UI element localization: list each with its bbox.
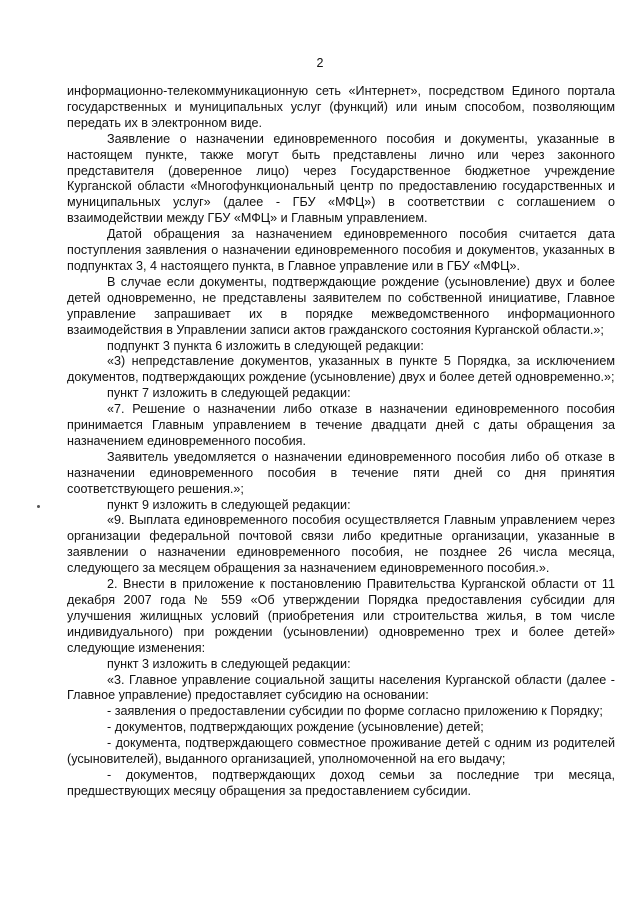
paragraph: «7. Решение о назначении либо отказе в назначении единовременного пособия принимается Главным управлением в течение двадцати дней с даты обращения за назначением единовременного пособия. <box>67 402 615 448</box>
page-number: 2 <box>316 56 324 70</box>
paragraph: пункт 7 изложить в следующей редакции: <box>107 386 351 401</box>
paragraph: Заявление о назначении единовременного пособия и документы, указанные в настоящем пункте, также могут быть представлены лично или через законного представителя (доверенное лицо) через Государственное бюджетное учреждение Курганской области «Многофункциональный центр по предоставлению государственных и муниципальных услуг» (далее - ГБУ «МФЦ») в соответствии с соглашением о взаимодействии между ГБУ «МФЦ» и Главным управлением. <box>67 131 615 226</box>
paragraph: «3. Главное управление социальной защиты населения Курганской области (далее - Главное управление) предоставляет субсидию на основании: <box>67 672 615 703</box>
paragraph: Заявитель уведомляется о назначении единовременного пособия либо об отказе в назначении единовременного пособия в течение пяти дней со дня принятия соответствующего решения.»; <box>67 449 615 496</box>
paragraph: подпункт 3 пункта 6 изложить в следующей редакции: <box>107 338 424 353</box>
paragraph: пункт 9 изложить в следующей редакции: <box>107 497 351 512</box>
paragraph: пункт 3 изложить в следующей редакции: <box>107 656 351 671</box>
paragraph: Датой обращения за назначением единовременного пособия считается дата поступления заявления о назначении единовременного пособия и документов, указанных в подпунктах 3, 4 настоящего пункта, в Главное управление или в ГБУ «МФЦ». <box>67 227 615 273</box>
paragraph: «3) непредставление документов, указанных в пункте 5 Порядка, за исключением документов, подтверждающих рождение (усыновление) двух и более детей одновременно.»; <box>67 354 615 385</box>
paragraph: В случае если документы, подтверждающие рождение (усыновление) двух и более детей одновременно, не представлены заявителем по собственной инициативе, Главное управление запрашивает их в порядке межведомственного информационного взаимодействия в Управлении записи актов гражданского состояния Курганской области.»; <box>67 274 615 337</box>
paragraph: «9. Выплата единовременного пособия осуществляется Главным управлением через организации федеральной почтовой связи либо кредитные организации, указанные в заявлении о назначении единовременного пособия, не позднее 26 числа месяца, следующего за месяцем обращения за назначением единовременного пособия.». <box>67 513 615 576</box>
document-body <box>67 84 615 800</box>
paragraph: информационно-телекоммуникационную сеть «Интернет», посредством Единого портала государственных и муниципальных услуг (функций) или иным способом, позволяющим передать их в электронном виде. <box>67 84 615 130</box>
list-item: - заявления о предоставлении субсидии по форме согласно приложению к Порядку; <box>107 704 603 719</box>
list-item: - документа, подтверждающего совместное проживание детей с одним из родителей (усыновителей), выданного организацией, уполномоченной на его выдачу; <box>67 736 615 767</box>
list-item: - документов, подтверждающих доход семьи за последние три месяца, предшествующих месяцу обращения за предоставлением субсидии. <box>67 767 615 798</box>
paragraph: 2. Внести в приложение к постановлению Правительства Курганской области от 11 декабря 2007 года № 559 «Об утверждении Порядка предоставления субсидии для улучшения жилищных условий (приобретения или строительства жилья, в том числе индивидуального) при рождении (усыновлении) одновременно трех и более детей» следующие изменения: <box>67 577 615 655</box>
margin-dot-mark <box>37 505 40 508</box>
list-item: - документов, подтверждающих рождение (усыновление) детей; <box>107 720 484 735</box>
